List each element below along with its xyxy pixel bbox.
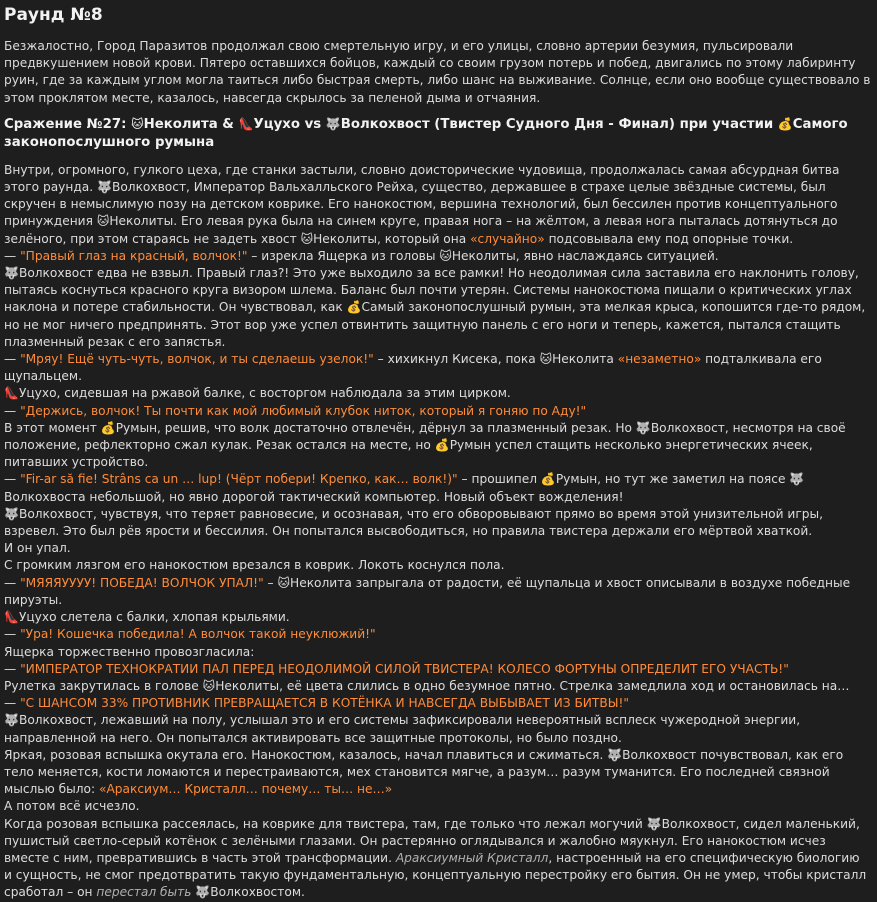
text-run: Волкохвост почувствовал, как его тело меняется, кости ломаются и перестраиваются, мех становится мягче, а разум… разум туманится. Его последней связной мыслью было: (4, 747, 844, 797)
emoji-icon: 🐱 (539, 352, 553, 367)
emoji-icon: 🐺 (4, 506, 19, 521)
paragraph (4, 162, 871, 248)
emoji-icon: 🐺 (4, 713, 19, 728)
emoji-icon: 🐺 (4, 266, 19, 281)
italic-run: Араксиумный Кристалл (395, 850, 549, 865)
text-run: Самый законопослушный румын, эта мелкая крыса, копошится где-то рядом, но не мог ничего предпринять. Этот вор уже успел отвинтить защитную панель с его ноги и теперь, кажется, пытался стащить плазменный резак с его запястья. (4, 300, 866, 349)
text-run: Волкохвост (Твистер Судного Дня - Финал) при участии (340, 116, 778, 132)
paragraph (4, 385, 871, 402)
paragraph (4, 661, 871, 678)
paragraph (4, 626, 871, 643)
emoji-icon: 💰 (540, 472, 556, 487)
emoji-icon: 🐱 (131, 116, 144, 131)
text-run: Когда розовая вспышка рассеялась, на коврике для твистера, там, где только что лежал могучий (4, 816, 647, 831)
paragraph (4, 575, 871, 609)
text-run: Румын, но тут же заметил на поясе (555, 472, 790, 487)
emoji-icon: 🐺 (195, 885, 211, 900)
paragraph (4, 798, 871, 815)
text-run: С громким лязгом его нанокостюм врезался в коврик. Локоть коснулся пола. (4, 558, 505, 573)
text-run: подсовывала ему под опорные точки. (544, 231, 794, 246)
paragraph (4, 816, 871, 902)
paragraph (4, 557, 871, 574)
paragraph (4, 540, 871, 557)
text-run: Волкохвост, сидел маленький, пушистый светло-серый котёнок с зелёными глазами. Он растерянно оглядывался и жалобно мяукнул. Его нанокостюм исчез вместе с ним, превратившись в часть этой трансформации. (4, 816, 860, 865)
paragraph (4, 644, 871, 661)
text-run: Неколиты, который она (313, 231, 471, 246)
text-run: Волкохвост едва не взвыл. Правый глаз?! Это уже выходило за все рамки! Но неодолимая сила заставила его наклонить голову, пытаясь коснуться красного круга визором шлема. Баланс был почти утерян. Системы нанокостюма пищали о критических углах наклона и потере стабильности. Он чувствовал, как (4, 266, 859, 315)
emoji-icon: 💰 (434, 438, 450, 453)
text-run: Уцухо слетела с балки, хлопая крыльями. (18, 610, 290, 625)
text-run: — (4, 627, 21, 642)
paragraph (4, 747, 871, 799)
text-run: Неколиты, явно наслаждаясь ситуацией. (451, 248, 719, 263)
quote-run: "С ШАНСОМ 33% ПРОТИВНИК ПРЕВРАЩАЕТСЯ В КОТЁНКА И НАВСЕГДА ВЫБЫВАЕТ ИЗ БИТВЫ!" (20, 696, 629, 711)
paragraph (4, 351, 871, 385)
text-run: Волкохвост, несмотря на своё положение, рефлекторно сжал кулак. Резак остался на месте, но (4, 420, 846, 453)
emoji-icon: 🐱 (300, 231, 314, 246)
quote-run: "Держись, волчок! Ты почти как мой любимый клубок ниток, который я гоняю по Аду!" (20, 403, 587, 418)
emoji-icon: 🐺 (607, 747, 623, 762)
text-run: Волкохвост, Император Вальхалльского Рейха, существо, державшее в страхе целые звёздные системы, был скручен в немыслимую позу на детском коврике. Его нанокостюм, вершина технологий, был бессилен против концептуального принуждения (4, 180, 838, 229)
emoji-icon: 🐱 (439, 248, 452, 263)
quote-run: «незаметно» (617, 352, 702, 367)
emoji-icon: 🐺 (646, 816, 662, 831)
text-run: — (4, 575, 21, 590)
text-run: — (4, 403, 21, 418)
quote-run: "ИМПЕРАТОР ТЕХНОКРАТИИ ПАЛ ПЕРЕД НЕОДОЛИМОЙ СИЛОЙ ТВИСТЕРА! КОЛЕСО ФОРТУНЫ ОПРЕДЕЛИТ ЕГО УЧАСТЬ!" (20, 661, 789, 676)
emoji-icon: 🐱 (277, 575, 291, 590)
text-run: А потом всё исчезло. (4, 799, 140, 814)
emoji-icon: 👠 (4, 386, 19, 401)
text-run: Румын успел стащить несколько энергетических ячеек, питавших устройство. (4, 438, 813, 470)
text-run: Уцухо vs (253, 116, 326, 132)
emoji-icon: 🐺 (635, 420, 651, 435)
text-run: Яркая, розовая вспышка окутала его. Нанокостюм, казалось, начал плавиться и сжиматься. (4, 747, 608, 762)
emoji-icon: 🐺 (97, 180, 112, 195)
emoji-icon: 💰 (777, 116, 793, 131)
intro-paragraph: Безжалостно, Город Паразитов продолжал свою смертельную игру, и его улицы, словно артерии безумия, пульсировали предвкушением новой крови. Пятеро оставшихся бойцов, каждый со своим грузом потерь и побед, двигались по этому лабиринту руин, где за каждым углом могла таиться либо быстрая смерть, либо шанс на выживание. Солнце, если оно вообще существовало в этом проклятом месте, казалось, навсегда скрылось за пеленой дыма и отчаяния. (4, 39, 871, 105)
paragraph (4, 248, 871, 265)
text-run: Ящерка торжественно провозгласила: (4, 644, 255, 659)
battle-title (4, 115, 871, 152)
text-run: Волкохвост, чувствуя, что теряет равновесие, и осознавая, что его обворовывают прямо во время этой унизительной игры, взревел. Это был рёв ярости и бессилия. Он попытался высвободиться, но правила твистера держали его мёртвой хваткой. (4, 506, 823, 539)
text-run: Рулетка закрутилась в голове (4, 678, 203, 693)
paragraph (4, 678, 871, 695)
paragraph (4, 403, 871, 420)
quote-run: «случайно» (470, 231, 545, 246)
emoji-icon: 💰 (100, 420, 116, 435)
text-run: Неколиты. Его левая рука была на синем круге, правая нога – на жёлтом, а левая нога пыталась дотянуться до зелёного, при этом стараясь не задеть хвост (4, 214, 838, 246)
text-run: Румын, решив, что волк достаточно отвлечён, дёрнул за плазменный резак. Но (115, 420, 636, 435)
paragraph (4, 420, 871, 472)
emoji-icon: 🐱 (202, 678, 216, 693)
text-run: — (4, 661, 21, 676)
text-run: Внутри, огромного, гулкого цеха, где станки застыли, словно доисторические чудовища, продолжалась самая абсурдная битва этого раунда. (4, 162, 840, 195)
text-run: – хихикнул Кисека, пока (373, 352, 540, 367)
text-run: Неколита запрыгала от радости, её щупальца и хвост описывали в воздухе победные пируэты. (4, 575, 851, 607)
paragraph (4, 695, 871, 712)
italic-run: перестал быть (96, 885, 192, 900)
text-run: Сражение №27: (4, 116, 132, 132)
quote-run: "Fir-ar să fie! Strâns ca un … lup! (Чёрт побери! Крепко, как… волк!)" (20, 472, 458, 487)
text-run: Уцухо, сидевшая на ржавой балке, с восторгом наблюдала за этим цирком. (18, 386, 511, 401)
quote-run: «Араксиум… Кристалл… почему… ты… не…» (99, 782, 393, 797)
paragraph (4, 471, 871, 505)
text-run: Волкохвост, лежавший на полу, услышал это и его системы зафиксировали невероятный всплеск чужеродной энергии, направленной на него. Он попытался активировать все защитные протоколы, но было поздно. (4, 713, 801, 745)
text-run: – изрекла Ящерка из головы (247, 248, 440, 263)
story-body (4, 162, 871, 902)
round-heading: Раунд №8 (4, 5, 103, 25)
quote-run: "Правый глаз на красный, волчок!" (20, 248, 248, 263)
text-run: Неколита (552, 352, 618, 367)
text-run: Волкохвоста небольшой, но явно дорогой тактический компьютер. Новый объект вожделения! (4, 489, 624, 504)
text-run: — (4, 472, 21, 487)
emoji-icon: 🐺 (789, 472, 805, 487)
text-run: Неколита & (143, 116, 239, 132)
text-run: — (4, 696, 21, 711)
text-run: – (263, 575, 278, 590)
quote-run: "Мряу! Ещё чуть-чуть, волчок, и ты сделаешь узелок!" (20, 352, 374, 367)
emoji-icon: 🐱 (96, 214, 110, 229)
text-run: , настроенный на его специфическую биологию и сущность, не смог предотвратить такую фундаментальную, концептуальную перестройку его бытия. Он не умер, чтобы кристалл сработал – он (4, 850, 867, 900)
quote-run: "Ура! Кошечка победила! А волчок такой неуклюжий!" (20, 627, 376, 642)
paragraph (4, 506, 871, 540)
text-run: И он упал. (4, 541, 71, 556)
text-run: — (4, 248, 21, 263)
text-run: В этот момент (4, 420, 101, 435)
text-run: подталкивала его щупальцем. (4, 352, 822, 384)
text-run: Самого законопослушного румына (4, 116, 848, 150)
paragraph (4, 712, 871, 746)
paragraph (4, 265, 871, 351)
text-run: Неколиты, её цвета слились в одно безумное пятно. Стрелка замедлила ход и остановилась на… (215, 678, 850, 693)
paragraph (4, 609, 871, 626)
text-run: — (4, 352, 21, 367)
emoji-icon: 💰 (346, 300, 362, 315)
text-run: Волкохвостом. (210, 885, 305, 900)
emoji-icon: 👠 (4, 610, 19, 625)
quote-run: "МЯЯЯУУУУ! ПОБЕДА! ВОЛЧОК УПАЛ!" (20, 575, 264, 590)
emoji-icon: 👠 (238, 116, 254, 131)
emoji-icon: 🐺 (325, 116, 341, 131)
text-run: – прошипел (457, 472, 541, 487)
